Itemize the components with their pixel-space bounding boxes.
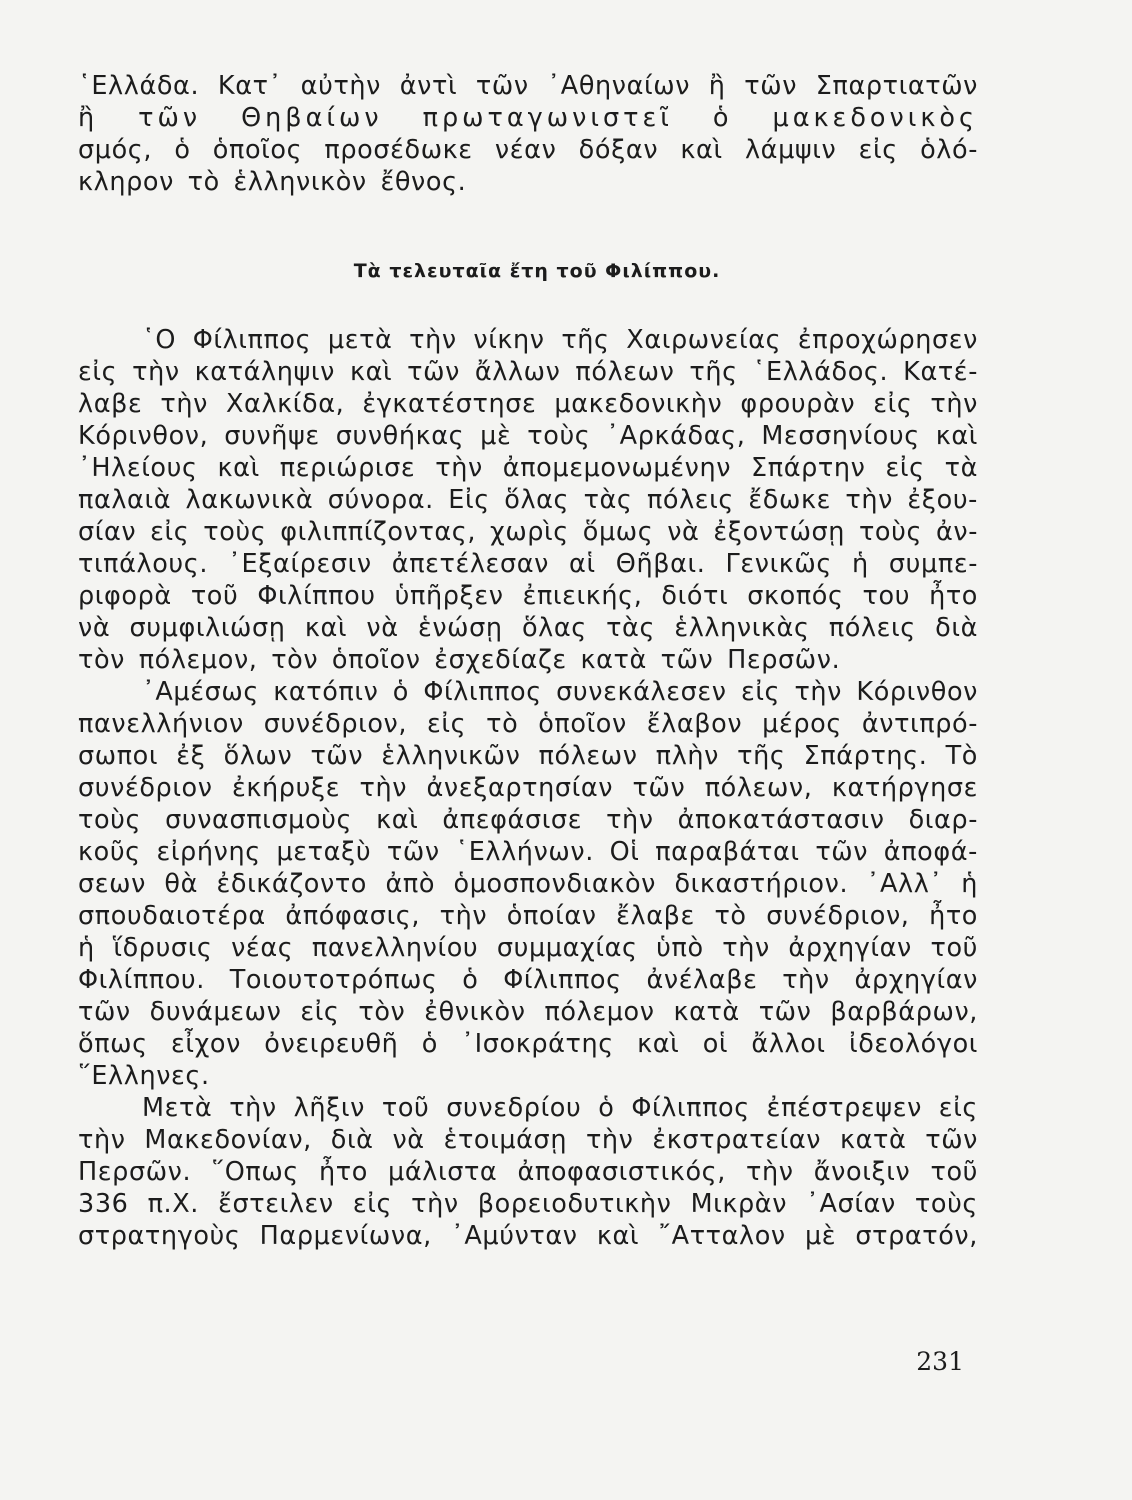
text-line: 336 π.Χ. ἔστειλεν εἰς τὴν βορειοδυτικὴν Μικρὰν ᾽Ασίαν τοὺς xyxy=(78,1189,978,1219)
text-line: Μετὰ τὴν λῆξιν τοῦ συνεδρίου ὁ Φίλιππος ἐπέστρεψεν εἰς xyxy=(142,1093,978,1123)
text-line: ᾽Αμέσως κατόπιν ὁ Φίλιππος συνεκάλεσεν εἰς τὴν Κόρινθον xyxy=(142,677,978,707)
paragraph-1 xyxy=(78,324,978,676)
page-number: 231 xyxy=(916,1347,964,1376)
text-line: τὴν Μακεδονίαν, διὰ νὰ ἑτοιμάσῃ τὴν ἐκστρατείαν κατὰ τῶν xyxy=(78,1125,978,1155)
text-line: πανελλήνιον συνέδριον, εἰς τὸ ὁποῖον ἔλαβον μέρος ἀντιπρό- xyxy=(78,709,978,739)
text-line: νὰ συμφιλιώσῃ καὶ νὰ ἑνώσῃ ὅλας τὰς ἑλληνικὰς πόλεις διὰ xyxy=(78,613,978,643)
text-line: στρατηγοὺς Παρμενίωνα, ᾽Αμύνταν καὶ ῎Ατταλον μὲ στρατόν, xyxy=(78,1221,978,1251)
paragraph-3 xyxy=(78,1092,978,1252)
text-line: σπουδαιοτέρα ἀπόφασις, τὴν ὁποίαν ἔλαβε τὸ συνέδριον, ἦτο xyxy=(78,901,978,931)
text-line: λαβε τὴν Χαλκίδα, ἐγκατέστησε μακεδονικὴν φρουρὰν εἰς τὴν xyxy=(78,389,978,419)
text-line: Περσῶν. ῞Οπως ἦτο μάλιστα ἀποφασιστικός, τὴν ἄνοιξιν τοῦ xyxy=(78,1157,978,1187)
text-line: τὸν πόλεμον, τὸν ὁποῖον ἐσχεδίαζε κατὰ τῶν Περσῶν. xyxy=(78,645,841,675)
text-line: Φιλίππου. Τοιουτοτρόπως ὁ Φίλιππος ἀνέλαβε τὴν ἀρχηγίαν xyxy=(78,965,978,995)
text-line: σεων θὰ ἐδικάζοντο ἀπὸ ὁμοσπονδιακὸν δικαστήριον. ᾽Αλλ᾽ ἡ xyxy=(78,869,978,899)
text-line: συνέδριον ἐκήρυξε τὴν ἀνεξαρτησίαν τῶν πόλεων, κατήργησε xyxy=(78,773,978,803)
text-line: ῾Ελλάδα. Κατ᾽ αὐτὴν ἀντὶ τῶν ᾽Αθηναίων ἢ τῶν Σπαρτιατῶν xyxy=(78,71,978,101)
paragraph-2 xyxy=(78,676,978,1092)
text-line: σμός, ὁ ὁποῖος προσέδωκε νέαν δόξαν καὶ λάμψιν εἰς ὁλό- xyxy=(78,135,978,165)
text-line: ᾽Ηλείους καὶ περιώρισε τὴν ἀπομεμονωμένην Σπάρτην εἰς τὰ xyxy=(78,453,978,483)
text-line: ῞Ελληνες. xyxy=(78,1061,210,1091)
text-line: κληρον τὸ ἑλληνικὸν ἔθνος. xyxy=(78,167,467,197)
text-line: τῶν δυνάμεων εἰς τὸν ἐθνικὸν πόλεμον κατὰ τῶν βαρβάρων, xyxy=(78,997,978,1027)
text-line: ὅπως εἶχον ὀνειρευθῆ ὁ ᾽Ισοκράτης καὶ οἱ ἄλλοι ἰδεολόγοι xyxy=(78,1029,978,1059)
text-line: τοὺς συνασπισμοὺς καὶ ἀπεφάσισε τὴν ἀποκατάστασιν διαρ- xyxy=(78,805,978,835)
intro-paragraph xyxy=(78,70,978,198)
text-line: κοῦς εἰρήνης μεταξὺ τῶν ῾Ελλήνων. Οἱ παραβάται τῶν ἀποφά- xyxy=(78,837,978,867)
book-page xyxy=(78,70,978,1252)
text-line: τιπάλους. ᾽Εξαίρεσιν ἀπετέλεσαν αἱ Θῆβαι. Γενικῶς ἡ συμπε- xyxy=(78,549,978,579)
text-line: Κόρινθον, συνῆψε συνθήκας μὲ τοὺς ᾽Αρκάδας, Μεσσηνίους καὶ xyxy=(78,421,978,451)
text-line: ἢ τῶν Θηβαίων πρωταγωνιστεῖ ὁ μακεδονικὸς xyxy=(78,103,978,133)
section-heading: Τὰ τελευταῖα ἔτη τοῦ Φιλίππου. xyxy=(353,260,721,282)
text-line: παλαιὰ λακωνικὰ σύνορα. Εἰς ὅλας τὰς πόλεις ἔδωκε τὴν ἐξου- xyxy=(78,485,978,515)
text-line: σωποι ἐξ ὅλων τῶν ἑλληνικῶν πόλεων πλὴν τῆς Σπάρτης. Τὸ xyxy=(78,741,978,771)
text-line: εἰς τὴν κατάληψιν καὶ τῶν ἄλλων πόλεων τῆς ῾Ελλάδος. Κατέ- xyxy=(78,357,978,387)
text-line: σίαν εἰς τοὺς φιλιππίζοντας, χωρὶς ὅμως νὰ ἐξοντώσῃ τοὺς ἀν- xyxy=(78,517,978,547)
text-line: ῾Ο Φίλιππος μετὰ τὴν νίκην τῆς Χαιρωνείας ἐπροχώρησεν xyxy=(142,325,978,355)
text-line: ριφορὰ τοῦ Φιλίππου ὑπῆρξεν ἐπιεικής, διότι σκοπός του ἦτο xyxy=(78,581,978,611)
text-line: ἡ ἵδρυσις νέας πανελληνίου συμμαχίας ὑπὸ τὴν ἀρχηγίαν τοῦ xyxy=(78,933,978,963)
